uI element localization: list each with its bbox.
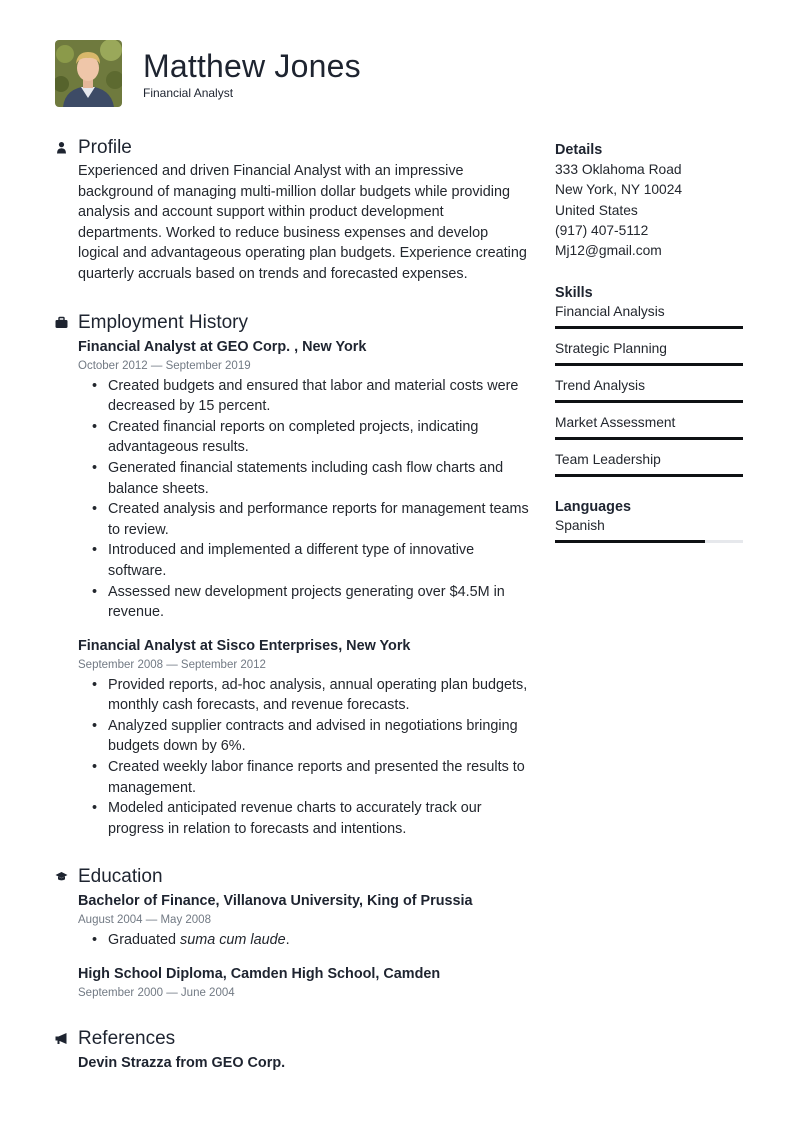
skill-level-bar <box>555 474 743 477</box>
skill-name: Financial Analysis <box>555 304 665 320</box>
country-line: United States <box>555 202 638 218</box>
skills-section <box>555 283 743 477</box>
employment-section <box>55 311 530 840</box>
job-bullets <box>78 675 530 840</box>
details-heading: Details <box>555 142 603 158</box>
job-title: Financial Analyst at GEO Corp. , New York <box>78 338 367 355</box>
list-item: • Introduced and implemented a different type of innovative software. <box>78 540 530 581</box>
email-line: Mj12@gmail.com <box>555 243 662 259</box>
skill-item <box>555 451 743 477</box>
skill-level-fill <box>555 326 743 329</box>
skill-level-fill <box>555 363 743 366</box>
skill-name: Team Leadership <box>555 452 661 468</box>
profile-heading: Profile <box>78 137 132 158</box>
megaphone-icon <box>55 1032 68 1045</box>
skill-name: Trend Analysis <box>555 378 645 394</box>
job-entry <box>78 636 530 840</box>
language-name: Spanish <box>555 518 605 534</box>
skill-name: Market Assessment <box>555 415 676 431</box>
employment-heading: Employment History <box>78 311 248 333</box>
job-dates: October 2012 — September 2019 <box>78 359 251 372</box>
address-line: 333 Oklahoma Road <box>555 162 682 177</box>
portrait-image <box>55 40 122 107</box>
skill-level-bar <box>555 400 743 403</box>
job-entry <box>78 337 530 623</box>
skills-heading: Skills <box>555 285 593 302</box>
list-item: • Created analysis and performance reports for management teams to review. <box>78 499 530 540</box>
job-bullets <box>78 376 530 623</box>
list-item: • Created weekly labor finance reports and presented the results to management. <box>78 757 530 798</box>
education-dates: September 2000 — June 2004 <box>78 987 235 1000</box>
language-level-fill <box>555 540 705 543</box>
language-level-bar <box>555 540 743 543</box>
details-section <box>555 140 743 261</box>
list-item: • Provided reports, ad-hoc analysis, annual operating plan budgets, monthly cash forecasts, and revenue forecasts. <box>78 675 530 716</box>
profile-photo <box>55 40 122 107</box>
list-item: • Generated financial statements including cash flow charts and balance sheets. <box>78 458 530 499</box>
phone-line: (917) 407-5112 <box>555 222 649 238</box>
skill-level-bar <box>555 363 743 366</box>
education-section <box>55 865 530 1001</box>
education-entry <box>78 964 530 1001</box>
job-title: Financial Analyst at Sisco Enterprises, New York <box>78 637 411 654</box>
skill-item <box>555 303 743 329</box>
candidate-title: Financial Analyst <box>143 86 234 100</box>
skill-item <box>555 377 743 403</box>
skill-level-bar <box>555 326 743 329</box>
list-item: • Created financial reports on completed projects, indicating advantageous results. <box>78 417 530 458</box>
side-column <box>555 140 743 543</box>
list-item: • Modeled anticipated revenue charts to accurately track our progress in relation to forecasts and intentions. <box>78 798 530 839</box>
skill-item <box>555 414 743 440</box>
languages-section <box>555 497 743 543</box>
skills-list <box>555 303 743 477</box>
skill-name: Strategic Planning <box>555 341 667 357</box>
briefcase-icon <box>55 316 68 329</box>
references-heading: References <box>78 1028 176 1050</box>
education-dates: August 2004 — May 2008 <box>78 914 211 927</box>
list-item: • Created budgets and ensured that labor and material costs were decreased by 15 percent. <box>78 376 530 417</box>
references-section <box>55 1027 530 1073</box>
education-heading: Education <box>78 866 163 888</box>
candidate-name: Matthew Jones <box>143 48 361 84</box>
city-line: New York, NY 10024 <box>555 182 683 198</box>
languages-list <box>555 517 743 543</box>
profile-section <box>55 136 530 285</box>
degree-title: Bachelor of Finance, Villanova University, King of Prussia <box>78 893 473 910</box>
education-entry <box>78 891 530 951</box>
graduation-cap-icon <box>55 870 68 883</box>
degree-title: High School Diploma, Camden High School, Camden <box>78 966 441 983</box>
profile-summary: Experienced and driven Financial Analyst with an impressive background of managing multi-million dollar budgets while providing analysis and account support within product development departments. Worked to reduce business expenses and develop logical and advantageous operating plan budgets. Experience creating quarterly accruals based on trends and forecasted expenses. <box>78 163 527 282</box>
honor-emphasis: suma cum laude <box>180 932 286 949</box>
language-item <box>555 517 743 543</box>
education-bullets <box>78 930 530 951</box>
honor-prefix: Graduated <box>108 932 181 949</box>
job-dates: September 2008 — September 2012 <box>78 658 266 671</box>
list-item <box>78 930 530 951</box>
list-item: • Analyzed supplier contracts and advised in negotiations bringing budgets down by 6%. <box>78 716 530 757</box>
skill-level-fill <box>555 474 743 477</box>
main-column <box>55 136 530 1073</box>
skill-level-fill <box>555 400 743 403</box>
honor-suffix: . <box>285 932 290 949</box>
list-item: • Assessed new development projects generating over $4.5M in revenue. <box>78 582 530 623</box>
skill-level-bar <box>555 437 743 440</box>
skill-item <box>555 340 743 366</box>
skill-level-fill <box>555 437 743 440</box>
reference-entry: Devin Strazza from GEO Corp. <box>78 1055 286 1072</box>
languages-heading: Languages <box>555 499 631 516</box>
person-icon <box>55 141 68 154</box>
